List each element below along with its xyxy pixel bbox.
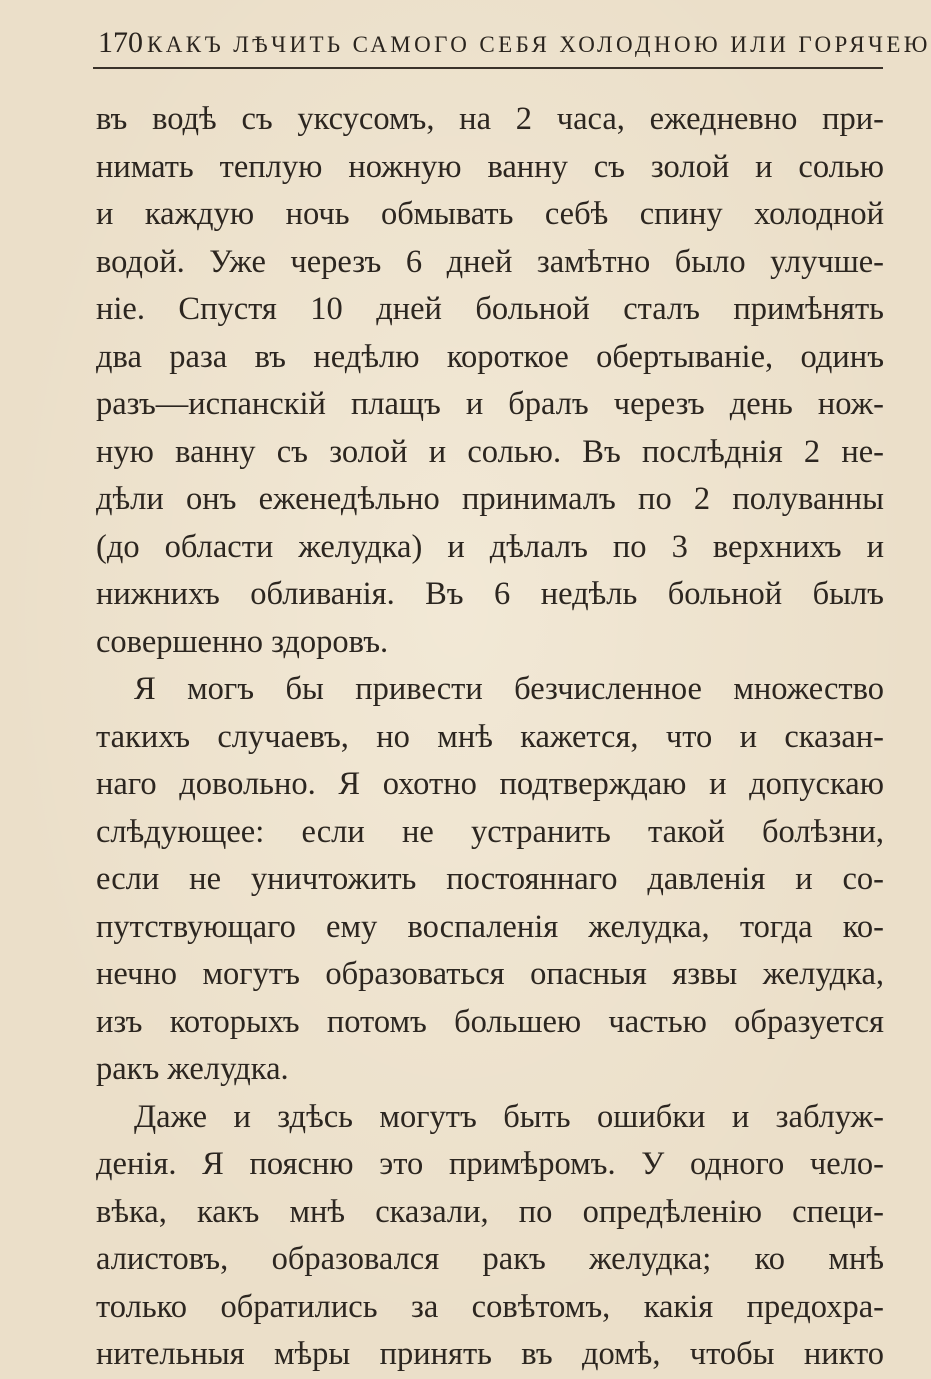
running-head xyxy=(98,26,931,66)
header-rule xyxy=(93,67,883,69)
text-line: путствующаго ему воспаленiя желудка, тогда ко- xyxy=(96,908,884,945)
text-line: нечно могутъ образоваться опасныя язвы желудка, xyxy=(96,956,884,992)
page-number: 170 xyxy=(98,26,143,59)
text-line: и каждую ночь обмывать себѣ спину холодной xyxy=(96,196,884,232)
body-text xyxy=(96,96,884,1379)
text-line: наго довольно. Я охотно подтверждаю и допускаю xyxy=(96,766,884,802)
text-line: въ водѣ съ уксусомъ, на 2 часа, ежедневно при- xyxy=(96,101,884,137)
text-line: дѣли онъ еженедѣльно принималъ по 2 полуванны xyxy=(96,481,884,517)
text-line: слѣдующее: если не устранить такой болѣзни, xyxy=(96,813,884,850)
text-line: только обратились за совѣтомъ, какiя предохра- xyxy=(96,1288,884,1325)
running-title: КАКЪ ЛѢЧИТЬ САМОГО СЕБЯ ХОЛОДНОЮ ИЛИ ГОРЯЧЕЮ xyxy=(147,32,931,57)
text-line: изъ которыхъ потомъ большею частью образуется xyxy=(96,1003,884,1040)
text-line: (до области желудка) и дѣлалъ по 3 верхнихъ и xyxy=(96,528,884,565)
text-line: нiе. Спустя 10 дней больной сталъ примѣнять xyxy=(96,291,884,327)
text-line: денiя. Я поясню это примѣромъ. У одного чело- xyxy=(96,1146,884,1182)
paragraph-start-line: Я могъ бы привести безчисленное множество xyxy=(134,671,884,707)
text-line: водой. Уже черезъ 6 дней замѣтно было улучше- xyxy=(96,243,884,280)
text-line: нимать теплую ножную ванну съ золой и солью xyxy=(96,148,884,185)
text-line: такихъ случаевъ, но мнѣ кажется, что и сказан- xyxy=(96,718,884,755)
text-line: ную ванну съ золой и солью. Въ послѣднiя 2 не- xyxy=(96,433,884,470)
paragraph-start-line: Даже и здѣсь могутъ быть ошибки и заблуж- xyxy=(134,1098,884,1135)
text-line: нижнихъ обливанiя. Въ 6 недѣль больной былъ xyxy=(96,576,884,612)
text-line: два раза въ недѣлю короткое обертыванiе, одинъ xyxy=(96,338,884,375)
text-line: совершенно здоровъ. xyxy=(96,623,389,660)
text-line: если не уничтожить постояннаго давленiя и со- xyxy=(96,861,884,897)
text-line: ракъ желудка. xyxy=(96,1051,289,1087)
text-line: разъ—испанскiй плащъ и бралъ черезъ день нож- xyxy=(96,386,884,422)
text-line: алистовъ, образовался ракъ желудка; ко мнѣ xyxy=(96,1241,884,1277)
text-line: вѣка, какъ мнѣ сказали, по опредѣленiю специ- xyxy=(96,1193,884,1230)
text-line: нительныя мѣры принять въ домѣ, чтобы никто xyxy=(96,1336,884,1372)
